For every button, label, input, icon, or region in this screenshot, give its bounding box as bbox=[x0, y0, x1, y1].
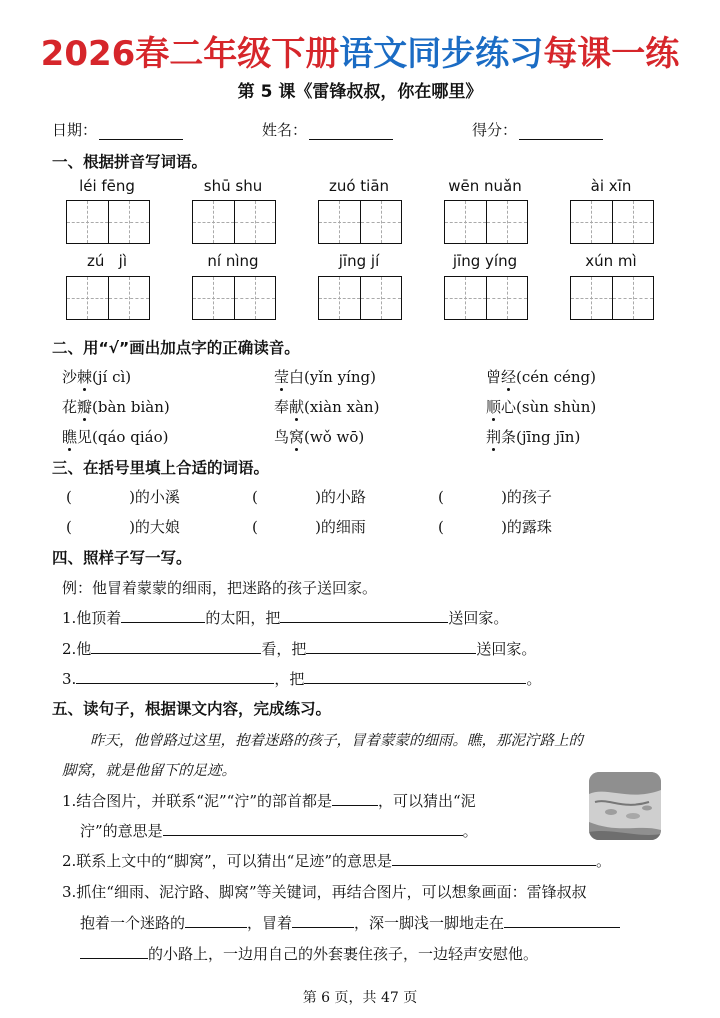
score-label: 得分： bbox=[472, 121, 518, 139]
pinyin-label: zú jì bbox=[86, 252, 128, 270]
character-grid[interactable] bbox=[444, 200, 528, 244]
answer-blank bbox=[121, 608, 205, 623]
muddy-road-image bbox=[589, 772, 661, 840]
sentence-q3[interactable]: 3. ，把 。 bbox=[62, 670, 542, 688]
character-grid[interactable] bbox=[318, 200, 402, 244]
pinyin-label: ní nìng bbox=[207, 252, 259, 270]
answer-blank bbox=[504, 913, 620, 928]
reading-item[interactable]: 莹白(yǐn yíng) bbox=[274, 368, 376, 386]
reading-item[interactable]: 沙棘(jí cì) bbox=[62, 368, 132, 386]
fill-blank-item[interactable]: ( )的大娘 bbox=[66, 518, 180, 536]
character-grid[interactable] bbox=[570, 200, 654, 244]
pinyin-label: shū shu bbox=[203, 177, 263, 195]
pinyin-label: xún mì bbox=[585, 252, 637, 270]
fill-blank-item[interactable]: ( )的小路 bbox=[252, 488, 366, 506]
date-field[interactable] bbox=[52, 119, 183, 140]
reading-item[interactable]: 顺心(sùn shùn) bbox=[486, 398, 597, 416]
passage-line: 脚窝，就是他留下的足迹。 bbox=[62, 763, 236, 779]
fill-blank-item[interactable]: ( )的露珠 bbox=[438, 518, 552, 536]
answer-blank bbox=[91, 639, 261, 654]
answer-blank bbox=[280, 608, 448, 623]
example-sentence: 例：他冒着蒙蒙的细雨，把迷路的孩子送回家。 bbox=[62, 579, 378, 597]
character-grid[interactable] bbox=[444, 276, 528, 320]
worksheet-title bbox=[0, 26, 720, 75]
pinyin-label: léi fēng bbox=[79, 177, 135, 195]
page-number: 第 6 页，共 47 页 bbox=[302, 990, 418, 1006]
pinyin-label: ài xīn bbox=[590, 177, 632, 195]
pinyin-label: wēn nuǎn bbox=[448, 177, 522, 195]
answer-blank bbox=[292, 913, 354, 928]
question-2[interactable]: 2.联系上文中的“脚窝”，可以猜出“足迹”的意思是 。 bbox=[62, 852, 612, 870]
answer-blank bbox=[392, 851, 596, 866]
question-3-end[interactable]: 的小路上，一边用自己的外套裹住孩子，一边轻声安慰他。 bbox=[80, 943, 538, 964]
answer-blank bbox=[332, 791, 378, 806]
section4-heading: 四、照样子写一写。 bbox=[52, 549, 192, 567]
section5-heading: 五、读句子，根据课文内容，完成练习。 bbox=[52, 700, 332, 718]
name-label: 姓名： bbox=[262, 121, 308, 139]
answer-blank bbox=[306, 639, 476, 654]
question-1[interactable]: 1.结合图片，并联系“泥”“泞”的部首都是 ，可以猜出“泥 bbox=[62, 792, 476, 810]
title-subject: 语文同步练习 bbox=[339, 34, 544, 74]
reading-item[interactable]: 曾经(cén céng) bbox=[486, 368, 596, 386]
reading-item[interactable]: 花瓣(bàn biàn) bbox=[62, 398, 170, 416]
name-field[interactable] bbox=[262, 119, 393, 140]
question-1-cont[interactable]: 泞”的意思是 。 bbox=[80, 822, 478, 840]
reading-item[interactable]: 奉献(xiàn xàn) bbox=[274, 398, 380, 416]
answer-blank bbox=[163, 821, 463, 836]
date-blank[interactable] bbox=[99, 123, 183, 140]
reading-item[interactable]: 瞧见(qáo qiáo) bbox=[62, 428, 169, 446]
character-grid[interactable] bbox=[192, 276, 276, 320]
fill-blank-item[interactable]: ( )的细雨 bbox=[252, 518, 366, 536]
answer-blank bbox=[76, 669, 274, 684]
character-grid[interactable] bbox=[66, 276, 150, 320]
score-blank[interactable] bbox=[519, 123, 603, 140]
character-grid[interactable] bbox=[318, 276, 402, 320]
pinyin-label: zuó tiān bbox=[328, 177, 390, 195]
sentence-q1[interactable]: 1.他顶着 的太阳，把 送回家。 bbox=[62, 609, 509, 627]
sentence-q2[interactable]: 2.他 看，把 送回家。 bbox=[62, 640, 537, 658]
character-grid[interactable] bbox=[570, 276, 654, 320]
section1-heading: 一、根据拼音写词语。 bbox=[52, 153, 208, 171]
reading-item[interactable]: 鸟窝(wǒ wō) bbox=[274, 428, 365, 446]
question-3: 3.抓住“细雨、泥泞路、脚窝”等关键词，再结合图片，可以想象画面：雷锋叔叔 bbox=[62, 883, 587, 901]
character-grid[interactable] bbox=[192, 200, 276, 244]
section2-heading: 二、用“√”画出加点字的正确读音。 bbox=[52, 339, 300, 357]
section3-heading: 三、在括号里填上合适的词语。 bbox=[52, 459, 270, 477]
title-practice: 每课一练 bbox=[543, 34, 680, 74]
name-blank[interactable] bbox=[309, 123, 393, 140]
question-3-cont[interactable]: 抱着一个迷路的 ，冒着 ，深一脚浅一脚地走在 bbox=[80, 912, 620, 933]
answer-blank bbox=[304, 669, 526, 684]
date-label: 日期： bbox=[52, 121, 98, 139]
answer-blank bbox=[185, 913, 247, 928]
pinyin-label: jīng jí bbox=[338, 252, 380, 270]
lesson-subtitle: 第 5 课《雷锋叔叔，你在哪里》 bbox=[237, 82, 483, 102]
fill-blank-item[interactable]: ( )的孩子 bbox=[438, 488, 552, 506]
pinyin-label: jīng yíng bbox=[452, 252, 518, 270]
reading-item[interactable]: 荆条(jīng jīn) bbox=[486, 428, 581, 446]
character-grid[interactable] bbox=[66, 200, 150, 244]
title-grade: 2026春二年级下册 bbox=[40, 34, 340, 74]
answer-blank bbox=[80, 944, 148, 959]
score-field[interactable] bbox=[472, 119, 603, 140]
fill-blank-item[interactable]: ( )的小溪 bbox=[66, 488, 180, 506]
passage-line: 昨天，他曾路过这里，抱着迷路的孩子，冒着蒙蒙的细雨。瞧，那泥泞路上的 bbox=[90, 733, 583, 749]
